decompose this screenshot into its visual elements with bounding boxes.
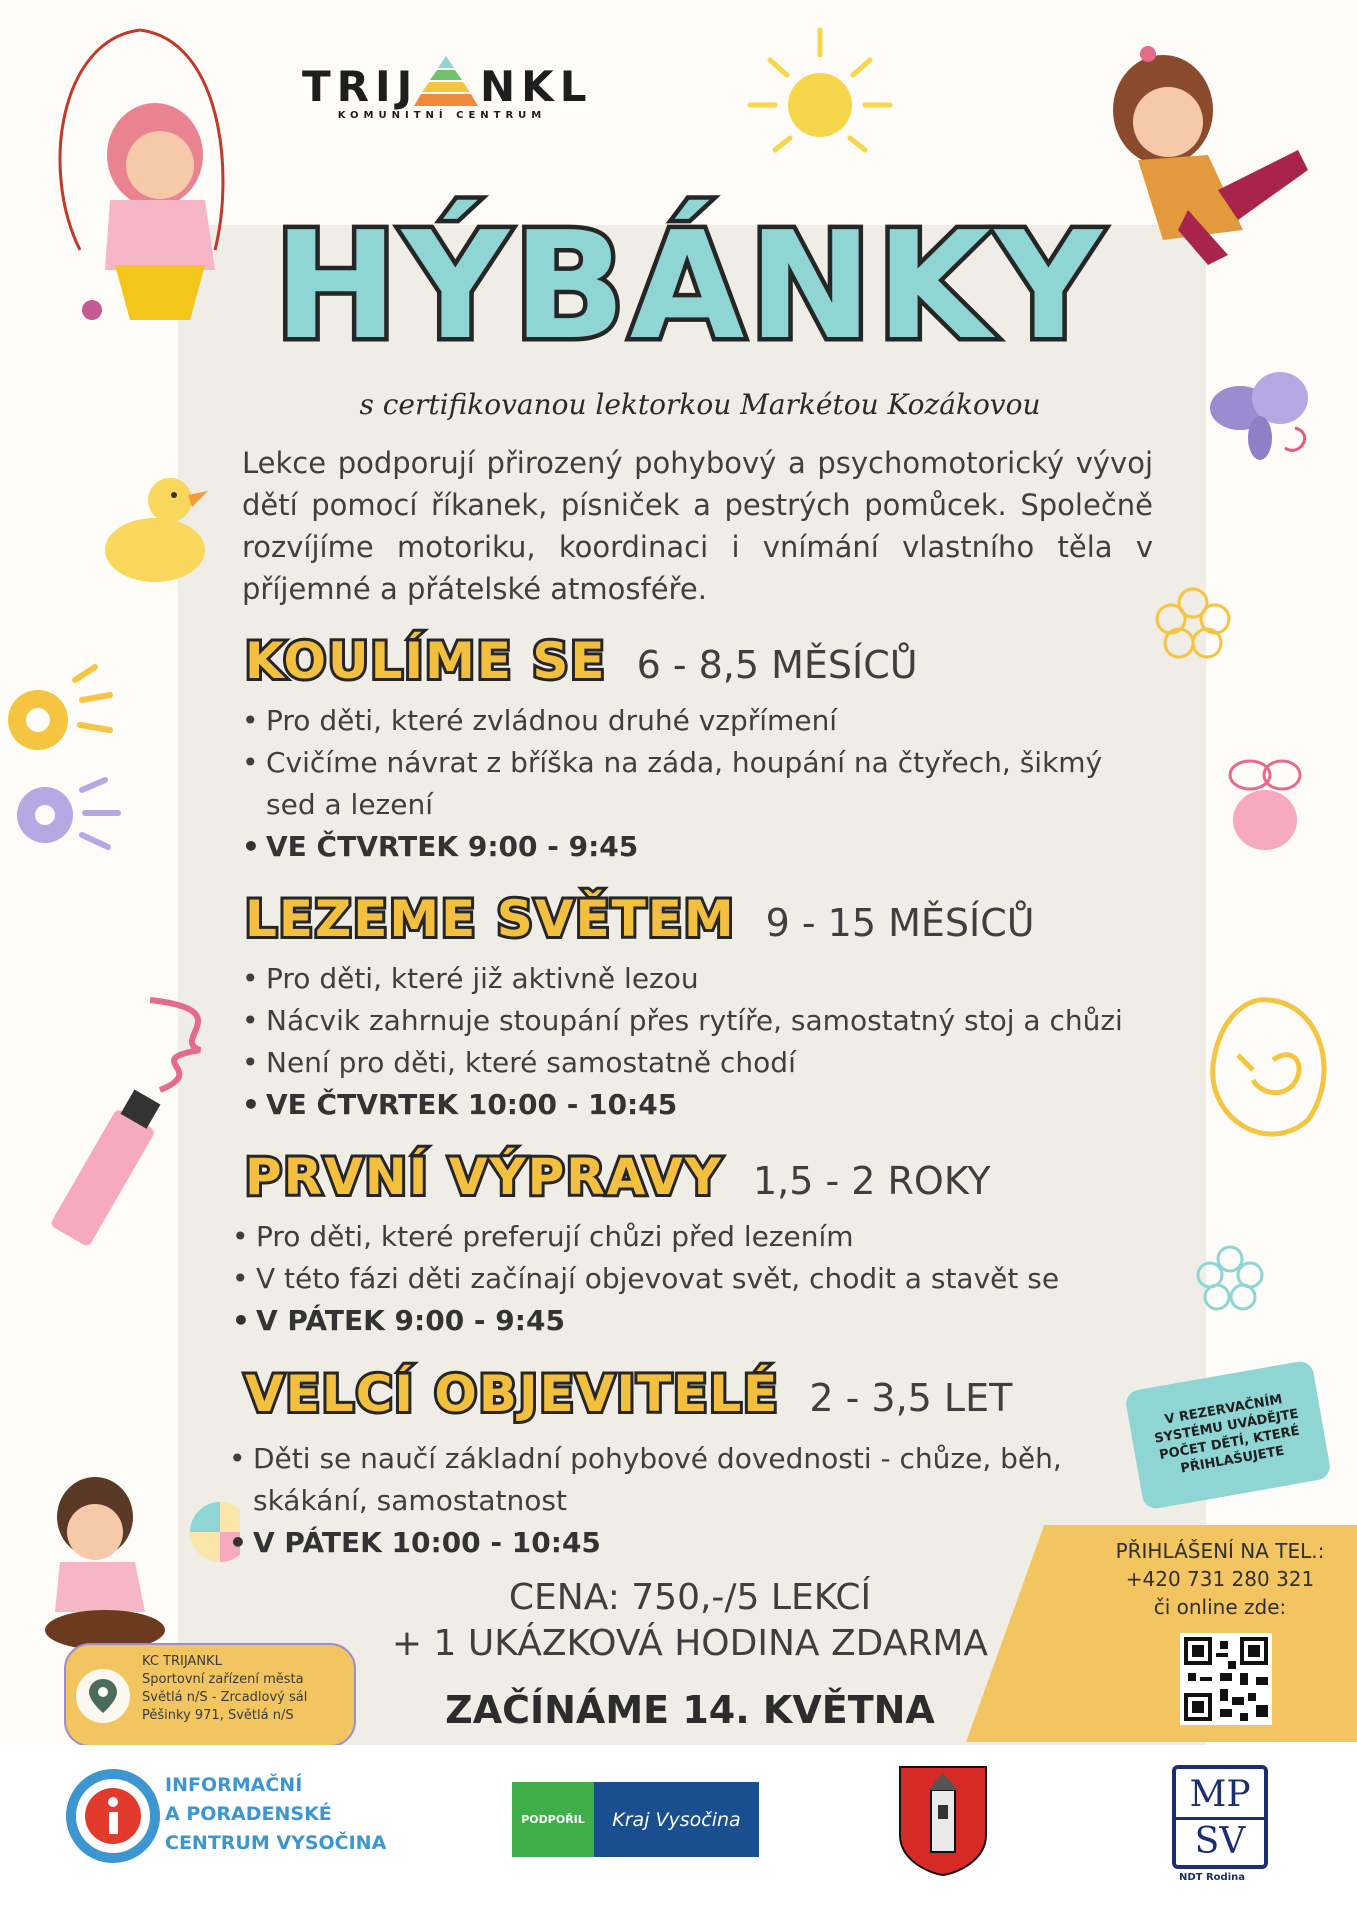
schedule-item: • VE ČTVRTEK 10:00 - 10:45: [238, 1084, 1198, 1126]
logo-text-right: NKL: [480, 62, 593, 111]
lecturer-subtitle: s certifikovanou lektorkou Markétou Kozákovou: [359, 388, 1041, 421]
online-label: či online zde:: [1153, 1595, 1287, 1619]
info-center-name: [165, 1771, 386, 1858]
section-bullet-list: [238, 958, 1198, 1126]
handprints-icon: [0, 655, 130, 855]
trial-lesson-line: + 1 UKÁZKOVÁ HODINA ZDARMA: [391, 1623, 989, 1664]
schedule-item: • V PÁTEK 10:00 - 10:45: [225, 1522, 1065, 1564]
list-item: • Nácvik zahrnuje stoupání přes rytíře, samostatný stoj a chůzi: [238, 1000, 1198, 1042]
list-item: • Pro děti, které zvládnou druhé vzpřímení: [238, 700, 1158, 742]
list-item: • Děti se naučí základní pohybové dovednosti - chůze, běh, skákání, samostatnost: [225, 1438, 1065, 1522]
section-heading: [245, 632, 918, 690]
ndt-rodina-label: NDT Rodina: [1179, 1872, 1245, 1883]
butterfly-icon: [1205, 368, 1315, 468]
trijankl-logo: [302, 62, 593, 122]
list-item: • V této fázi děti začínají objevovat svět, chodit a stavět se: [228, 1258, 1188, 1300]
logo-text-left: TRIJ: [302, 62, 419, 111]
price-info: [330, 1575, 1050, 1667]
schedule-item: • V PÁTEK 9:00 - 9:45: [228, 1300, 1188, 1342]
schedule-item: • VE ČTVRTEK 9:00 - 9:45: [238, 826, 1158, 868]
signup-heading: PŘIHLÁŠENÍ NA TEL.:: [1115, 1539, 1325, 1563]
address-line: Pěšinky 971, Světlá n/S: [142, 1708, 294, 1723]
address-name: KC TRIJANKL: [142, 1654, 222, 1669]
section-bullet-list: [228, 1216, 1188, 1342]
section-age: 9 - 15 MĚSÍCŮ: [765, 901, 1035, 945]
intro-paragraph: Lekce podporují přirozený pohybový a psychomotorický vývoj dětí pomocí říkanek, písniček a pestrých pomůcek. Společně rozvíjíme motoriku, koordinaci i vnímání vlastního těla v příjemné a přátelské atmosféře.: [242, 446, 1153, 606]
sun-icon: [745, 20, 895, 170]
info-center-line: INFORMAČNÍ: [165, 1774, 303, 1796]
section-age: 6 - 8,5 MĚSÍCŮ: [636, 643, 918, 687]
mpsv-logo: [1172, 1765, 1268, 1869]
flower-outline-icon: [1153, 585, 1233, 660]
list-item: • Pro děti, které již aktivně lezou: [238, 958, 1198, 1000]
section-heading: [245, 1148, 991, 1206]
girl-with-ball-illustration: [30, 1462, 240, 1652]
smiley-face-icon: [1198, 990, 1338, 1150]
info-center-line: A PORADENSKÉ: [165, 1803, 332, 1825]
phone-number[interactable]: +420 731 280 321: [1125, 1567, 1315, 1591]
section-age: 2 - 3,5 LET: [809, 1376, 1013, 1420]
address-line: Sportovní zařízení města: [142, 1672, 304, 1687]
info-center-logo-icon: [65, 1768, 161, 1864]
list-item: • Pro děti, které preferují chůzi před lezením: [228, 1216, 1188, 1258]
address-line: Světlá n/S - Zrcadlový sál: [142, 1690, 308, 1705]
logo-subtitle: KOMUNITNÍ CENTRUM: [337, 110, 547, 121]
section-title: LEZEME SVĚTEM: [245, 890, 736, 948]
section-bullet-list: [238, 700, 1158, 868]
kraj-vysocina-label: Kraj Vysočina: [594, 1782, 759, 1857]
location-pin-icon: [76, 1669, 130, 1723]
list-item: • Není pro děti, které samostatně chodí: [238, 1042, 1198, 1084]
section-heading: [245, 890, 1035, 948]
girl-jump-rope-illustration: [20, 20, 250, 340]
section-title: PRVNÍ VÝPRAVY: [245, 1148, 723, 1206]
mpsv-top: MP: [1189, 1774, 1251, 1815]
rubber-duck-icon: [100, 465, 210, 585]
mpsv-bottom: SV: [1176, 1817, 1264, 1864]
section-title: VELCÍ OBJEVITELÉ: [245, 1365, 780, 1423]
page-title: HÝBÁNKY: [273, 200, 1107, 372]
qr-code[interactable]: [1180, 1633, 1272, 1725]
section-title: KOULÍME SE: [245, 632, 607, 690]
supported-label: PODPOŘIL: [512, 1782, 594, 1857]
bee-icon: [1220, 750, 1310, 860]
list-item: • Cvičíme návrat z bříška na záda, houpání na čtyřech, šikmý sed a lezení: [238, 742, 1158, 826]
flower-outline-small-icon: [1195, 1245, 1265, 1315]
info-center-line: CENTRUM VYSOČINA: [165, 1832, 387, 1854]
section-heading: [245, 1365, 1012, 1423]
section-age: 1,5 - 2 ROKY: [752, 1159, 991, 1203]
address-badge: [64, 1643, 356, 1747]
section-bullet-list: [225, 1438, 1065, 1564]
signup-info: [1090, 1537, 1350, 1621]
start-date: ZAČÍNÁME 14. KVĚTNA: [445, 1688, 935, 1732]
price-line: CENA: 750,-/5 LEKCÍ: [508, 1577, 872, 1618]
kraj-vysocina-logo: [512, 1782, 759, 1857]
town-coat-of-arms-icon: [898, 1765, 988, 1877]
reservation-note-bubble: V REZERVAČNÍM SYSTÉMU UVÁDĚJTE POČET DĚTÍ, KTERÉ PŘIHLAŠUJETE: [1124, 1359, 1332, 1510]
pyramid-logo-icon: [414, 54, 478, 110]
highlighter-marker-icon: [40, 990, 210, 1250]
